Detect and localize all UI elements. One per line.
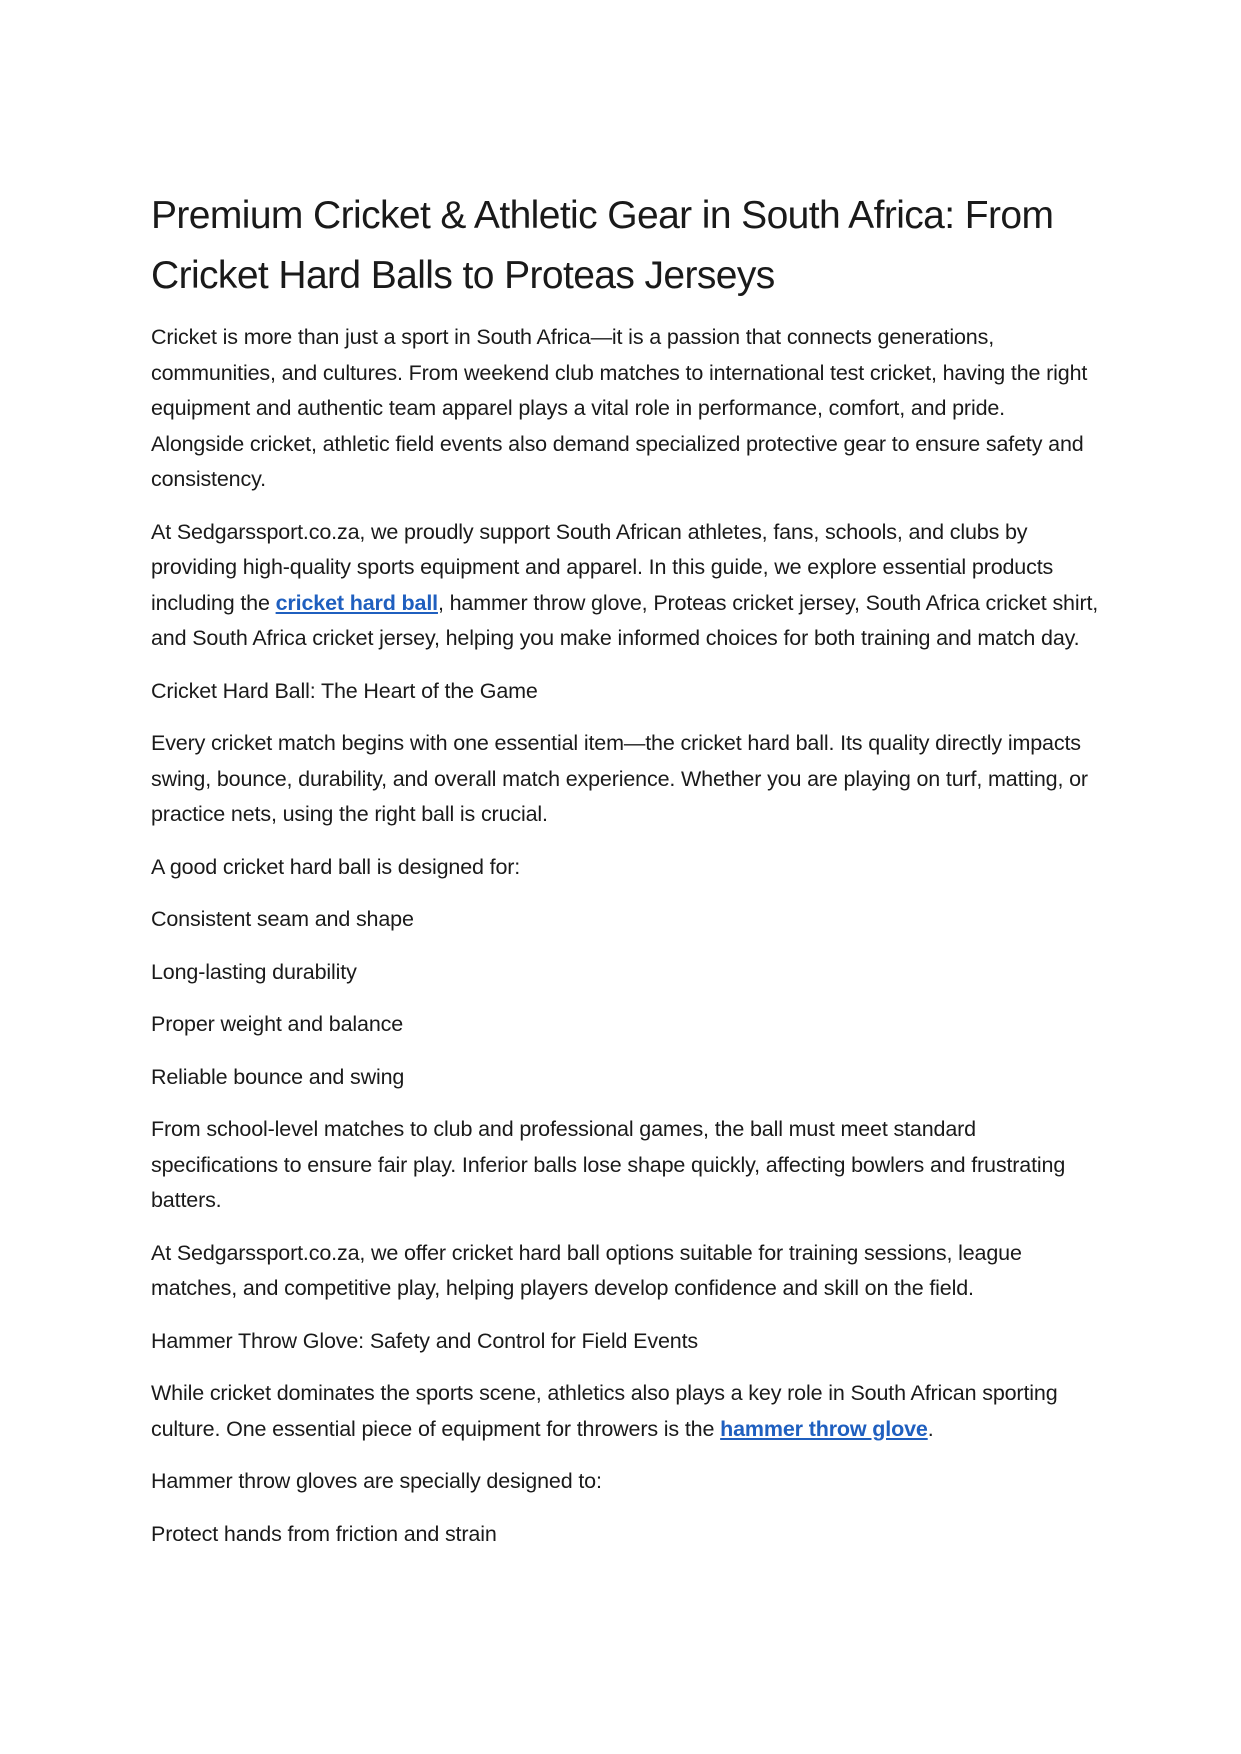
intro-paragraph: Cricket is more than just a sport in South Africa—it is a passion that connects generations, communities, and cultures. From weekend club matches to international test cricket, having the right equipment and authentic team apparel plays a vital role in performance, comfort, and pride. Alongside cricket, athletic field events also demand specialized protective gear to ensure safety and consistency. [151, 325, 1088, 491]
hardball-offer-paragraph: At Sedgarssport.co.za, we offer cricket hard ball options suitable for training sessions, league matches, and competitive play, helping players develop confidence and skill on the field. [151, 1240, 1022, 1300]
hammer-throw-glove-link[interactable]: hammer throw glove [720, 1416, 928, 1441]
hardball-standard-paragraph: From school-level matches to club and professional games, the ball must meet standard specifications to ensure fair play. Inferior balls lose shape quickly, affecting bowlers and frustrating batters. [151, 1117, 1066, 1212]
cricket-hard-ball-link[interactable]: cricket hard ball [275, 590, 438, 615]
hammer-text-after: . [927, 1416, 934, 1441]
hardball-intro-paragraph: Every cricket match begins with one essential item—the cricket hard ball. Its quality directly impacts swing, bounce, durability, and overall match experience. Whether you are playing on turf, matting, or practice nets, using the right ball is crucial. [151, 731, 1088, 826]
document-page [151, 186, 1101, 1569]
hardball-heading: Cricket Hard Ball: The Heart of the Game [151, 678, 538, 703]
list-item: Proper weight and balance [151, 1012, 404, 1036]
sedgars-text-before: At Sedgarssport.co.za, we proudly support South African athletes, fans, schools, and clubs by providing high-quality sports equipment and apparel. In this guide, we explore essential products including the [151, 519, 1054, 615]
hammer-paragraph [151, 1376, 1101, 1447]
list-item: Long-lasting durability [151, 959, 357, 984]
hammer-list-intro: Hammer throw gloves are specially designed to: [151, 1469, 602, 1493]
list-item: Reliable bounce and swing [151, 1064, 405, 1089]
list-item: Protect hands from friction and strain [151, 1521, 497, 1546]
sedgars-text-after: , hammer throw glove, Proteas cricket jersey, South Africa cricket shirt, and South Africa cricket jersey, helping you make informed choices for both training and match day. [151, 590, 1099, 650]
sedgars-paragraph [151, 515, 1101, 657]
page-title: Premium Cricket & Athletic Gear in South Africa: From Cricket Hard Balls to Proteas Jerseys [151, 194, 1054, 297]
list-item: Consistent seam and shape [151, 907, 414, 931]
hardball-list-intro: A good cricket hard ball is designed for: [151, 854, 521, 879]
hammer-text-before: While cricket dominates the sports scene, athletics also plays a key role in South African sporting culture. One essential piece of equipment for throwers is the [151, 1381, 1058, 1441]
hammer-heading: Hammer Throw Glove: Safety and Control for Field Events [151, 1328, 698, 1353]
